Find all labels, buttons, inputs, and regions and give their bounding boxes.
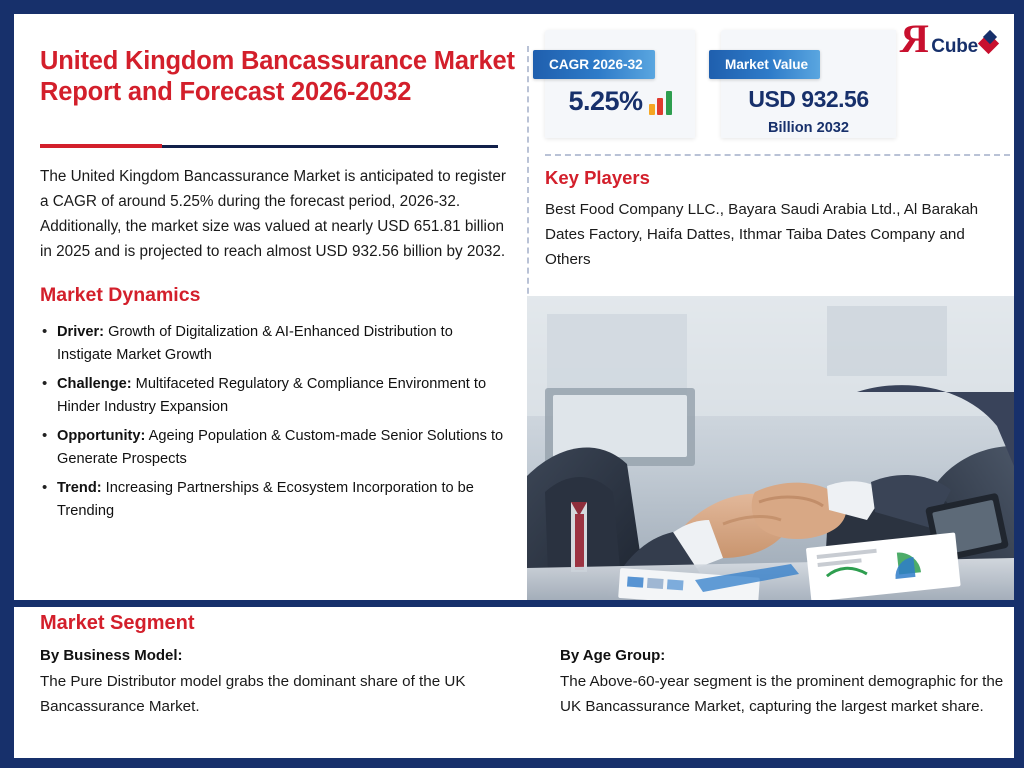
right-column <box>545 30 1010 272</box>
kpi-card-market-value <box>721 30 896 138</box>
segment-column-business-model <box>40 647 560 719</box>
segment-label: By Age Group: <box>560 647 666 664</box>
left-column <box>40 46 520 529</box>
logo-wordmark: Cube <box>931 36 978 57</box>
kpi-value: USD 932.56 <box>748 86 869 112</box>
market-segment-columns <box>40 647 1004 719</box>
dynamics-text: Multifaceted Regulatory & Compliance Environment to Hinder Industry Expansion <box>57 376 487 415</box>
report-intro-text: The United Kingdom Bancassurance Market is anticipated to register a CAGR of around 5.25% during the forecast period, 2026-32. Additionally, the market size was valued at nearly USD 651.81 billion in 2025 and is projected to reach almost USD 932.56 billion by 2032. <box>40 168 506 260</box>
market-dynamics-heading: Market Dynamics <box>40 284 201 306</box>
section-divider <box>14 600 1014 607</box>
segment-text: The Pure Distributor model grabs the dominant share of the UK Bancassurance Market. <box>40 673 466 715</box>
key-players-text: Best Food Company LLC., Bayara Saudi Arabia Ltd., Al Barakah Dates Factory, Haifa Dattes, Ithmar Taiba Dates Company and Others <box>545 201 979 268</box>
frame-bar-right <box>1014 0 1024 768</box>
dynamics-label: Driver: <box>57 324 105 340</box>
frame-bar-top <box>0 0 1024 14</box>
dynamics-label: Opportunity: <box>57 428 146 444</box>
list-item <box>40 477 505 523</box>
kpi-body <box>545 86 695 117</box>
market-segment-heading: Market Segment <box>40 612 195 634</box>
horizontal-dashed-rule <box>545 154 1010 156</box>
bar-chart-growth-icon <box>649 89 672 115</box>
kpi-value: 5.25% <box>568 86 643 116</box>
kpi-card-cagr <box>545 30 695 138</box>
kpi-label: Market Value <box>709 50 820 79</box>
frame-bar-left <box>0 0 14 768</box>
list-item <box>40 373 505 419</box>
logo-letter: R <box>900 16 930 61</box>
list-item <box>40 321 505 367</box>
dynamics-label: Challenge: <box>57 376 132 392</box>
list-item <box>40 425 505 471</box>
key-players-heading: Key Players <box>545 167 650 188</box>
segment-text: The Above-60-year segment is the prominent demographic for the UK Bancassurance Market, capturing the largest market share. <box>560 673 1004 715</box>
business-handshake-photo <box>527 296 1014 600</box>
market-dynamics-list <box>40 321 505 523</box>
market-segment-section <box>40 612 1004 719</box>
title-underline <box>40 144 498 148</box>
page-title: United Kingdom Bancassurance Market Report and Forecast 2026-2032 <box>40 47 515 106</box>
kpi-subtext: Billion 2032 <box>767 120 850 136</box>
dynamics-text: Growth of Digitalization & AI-Enhanced Distribution to Instigate Market Growth <box>57 324 453 363</box>
kpi-body <box>721 86 896 113</box>
segment-label: By Business Model: <box>40 647 183 664</box>
dynamics-text: Ageing Population & Custom-made Senior Solutions to Generate Prospects <box>57 428 504 467</box>
dynamics-label: Trend: <box>57 480 102 496</box>
dynamics-text: Increasing Partnerships & Ecosystem Incorporation to be Trending <box>57 480 474 519</box>
kpi-row <box>545 30 1010 138</box>
frame-bar-bottom <box>0 758 1024 768</box>
segment-column-age-group <box>560 647 1004 719</box>
kpi-label: CAGR 2026-32 <box>533 50 655 79</box>
